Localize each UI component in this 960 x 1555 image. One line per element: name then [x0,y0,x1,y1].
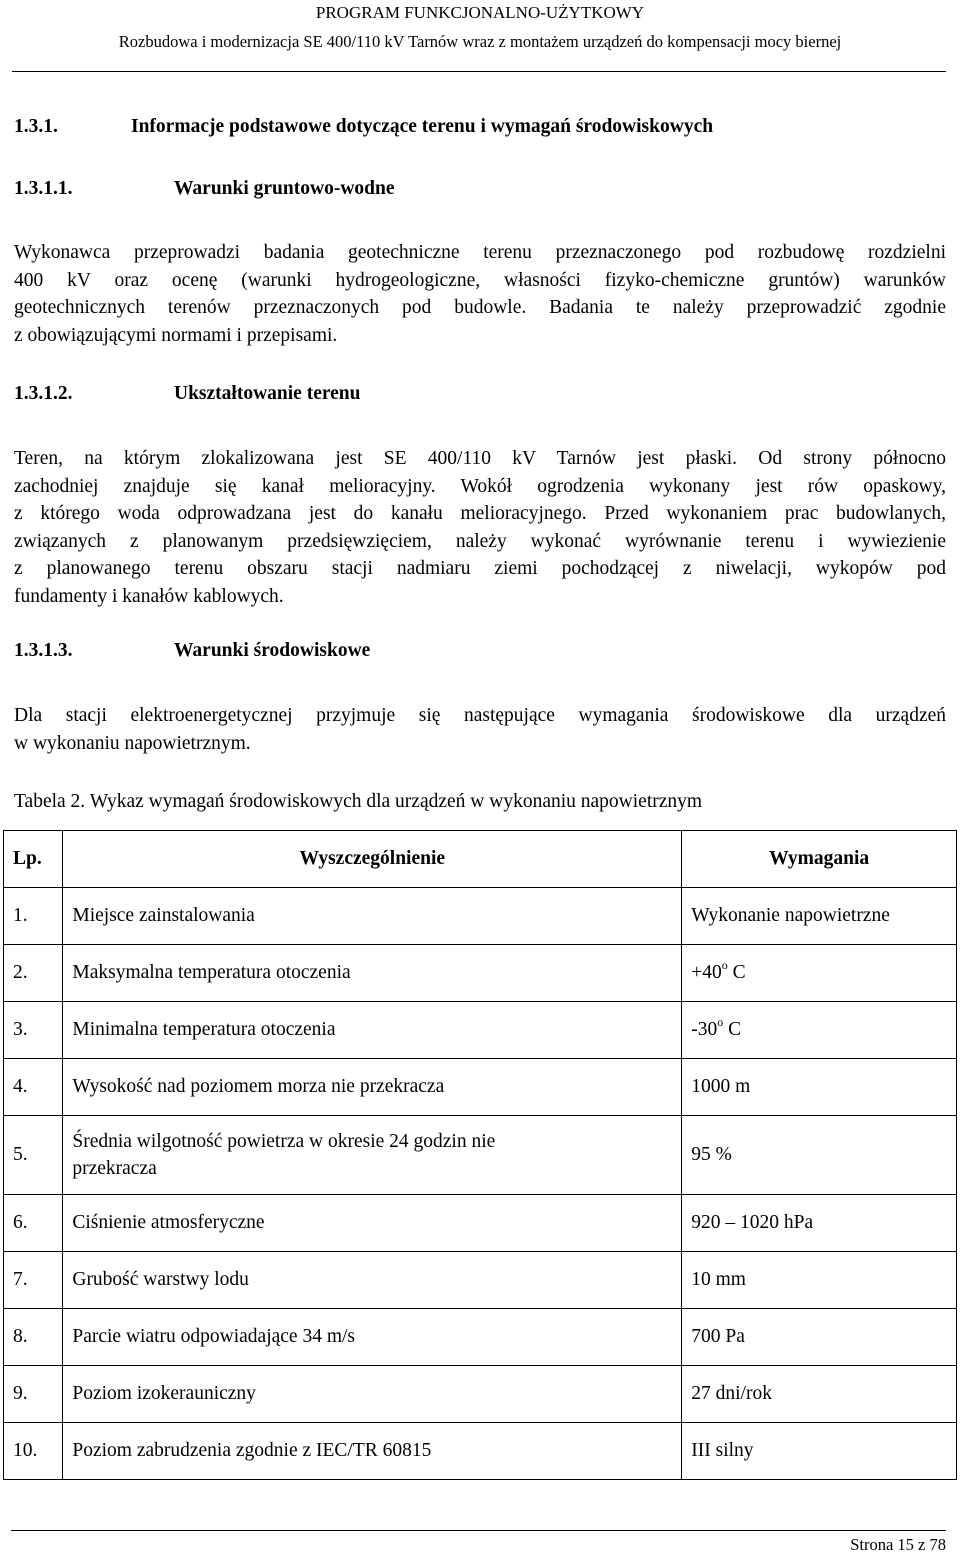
cell-lp: 2. [4,945,63,1002]
cell-name [63,1116,682,1195]
header-title: PROGRAM FUNKCJONALNO-UŻYTKOWY [315,3,645,22]
header-name: Wyszczególnienie [63,831,682,888]
sub2-number: 1.3.1.2. [14,383,73,404]
cell-name: Ciśnienie atmosferyczne [63,1195,682,1252]
sub2-heading [14,383,361,405]
table-row [4,1116,957,1195]
req-unit: C [727,962,746,983]
cell-lp: 5. [4,1116,63,1195]
cell-req: Wykonanie napowietrzne [682,888,957,945]
paragraph-line: w wykonaniu napowietrznym. [14,732,251,754]
cell-req: 27 dni/rok [682,1366,957,1423]
cell-req: 700 Pa [682,1309,957,1366]
cell-lp: 7. [4,1252,63,1309]
cell-lp: 10. [4,1423,63,1480]
req-unit: C [723,1019,742,1040]
cell-name: Miejsce zainstalowania [63,888,682,945]
table-header-row [4,831,957,888]
cell-name: Wysokość nad poziomem morza nie przekracza [63,1059,682,1116]
paragraph-line: z obowiązującymi normami i przepisami. [14,324,338,346]
paragraph-line: Teren, na którym zlokalizowana jest SE 400/110 kV Tarnów jest płaski. Od strony północno [14,448,946,469]
cell-req: 95 % [682,1116,957,1195]
degree-sup: o [717,1015,724,1029]
table-row [4,1366,957,1423]
cell-lp: 1. [4,888,63,945]
table-row [4,1252,957,1309]
paragraph-line: geotechnicznych terenów przeznaczonych pod budowle. Badania te należy przeprowadzić zgodnie [14,297,946,318]
sub3-title: Warunki środowiskowe [174,640,371,661]
table-row [4,888,957,945]
header-subtitle: Rozbudowa i modernizacja SE 400/110 kV Tarnów wraz z montażem urządzeń do kompensacji mocy biernej [118,32,842,51]
cell-name-text: Średnia wilgotność powietrza w okresie 24 godzin nie przekracza [72,1131,496,1179]
cell-req: III silny [682,1423,957,1480]
header-rule [12,71,946,72]
requirements-table [3,830,957,1480]
table-row [4,1309,957,1366]
sub3-paragraph [14,702,946,757]
cell-req [682,945,957,1002]
cell-name: Poziom zabrudzenia zgodnie z IEC/TR 60815 [63,1423,682,1480]
paragraph-line: zachodniej znajduje się kanał melioracyjny. Wokół ogrodzenia wykonany jest rów opaskowy, [14,475,946,497]
sub1-heading [14,178,395,200]
table-row [4,1195,957,1252]
cell-name: Maksymalna temperatura otoczenia [63,945,682,1002]
sub3-heading [14,640,371,662]
sub1-paragraph [14,239,946,349]
cell-lp: 8. [4,1309,63,1366]
cell-req: 10 mm [682,1252,957,1309]
cell-req: 920 – 1020 hPa [682,1195,957,1252]
section-number: 1.3.1. [14,116,58,137]
cell-name: Parcie wiatru odpowiadające 34 m/s [63,1309,682,1366]
paragraph-line: Dla stacji elektroenergetycznej przyjmuje się następujące wymagania środowiskowe dla urządzeń [14,705,946,726]
cell-req: 1000 m [682,1059,957,1116]
table-row [4,1002,957,1059]
table-row [4,1059,957,1116]
cell-lp: 3. [4,1002,63,1059]
sub3-number: 1.3.1.3. [14,640,73,661]
cell-lp: 4. [4,1059,63,1116]
degree-sup: o [721,958,728,972]
sub1-title: Warunki gruntowo-wodne [174,178,395,199]
paragraph-line: 400 kV oraz ocenę (warunki hydrogeologiczne, własności fizyko-chemiczne gruntów) warunków [14,269,946,291]
table-row [4,945,957,1002]
page-number: Strona 15 z 78 [850,1535,946,1554]
paragraph-line: związanych z planowanym przedsięwzięciem, należy wykonać wyrównanie terenu i wywiezienie [14,530,946,552]
cell-name: Grubość warstwy lodu [63,1252,682,1309]
cell-lp: 9. [4,1366,63,1423]
sub2-paragraph [14,445,946,610]
req-value: +40 [691,962,722,983]
paragraph-line: Wykonawca przeprowadzi badania geotechniczne terenu przeznaczonego pod rozbudowę rozdzielni [14,242,946,263]
table-caption: Tabela 2. Wykaz wymagań środowiskowych dla urządzeń w wykonaniu napowietrznym [14,791,703,812]
req-value: -30 [691,1019,718,1040]
section-heading [14,116,714,138]
header-lp: Lp. [4,831,63,888]
cell-lp: 6. [4,1195,63,1252]
footer-rule [11,1530,946,1531]
header-req: Wymagania [682,831,957,888]
sub2-title: Ukształtowanie terenu [174,383,361,404]
section-title: Informacje podstawowe dotyczące terenu i wymagań środowiskowych [131,116,714,137]
sub1-number: 1.3.1.1. [14,178,73,199]
paragraph-line: z planowanego terenu obszaru stacji nadmiaru ziemi pochodzącej z niwelacji, wykopów pod [14,558,946,579]
cell-name: Poziom izokerauniczny [63,1366,682,1423]
paragraph-line: z którego woda odprowadzana jest do kanału melioracyjnego. Przed wykonaniem prac budowlanych, [14,503,946,524]
paragraph-line: fundamenty i kanałów kablowych. [14,585,284,607]
cell-req [682,1002,957,1059]
cell-name: Minimalna temperatura otoczenia [63,1002,682,1059]
table-row [4,1423,957,1480]
